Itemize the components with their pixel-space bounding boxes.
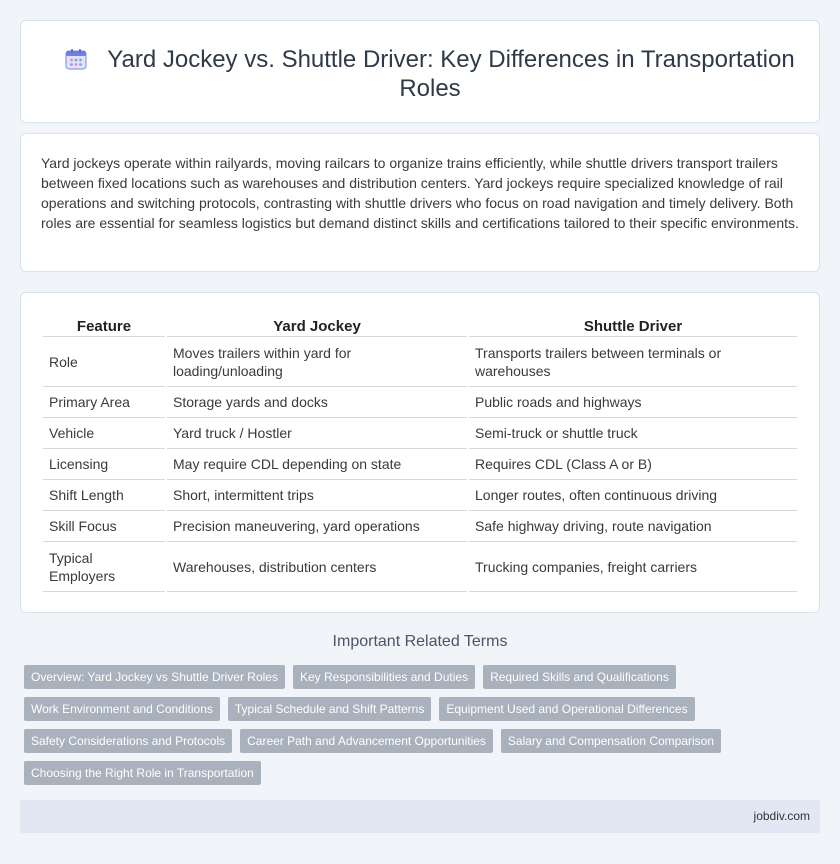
summary-paragraph: Yard jockeys operate within railyards, moving railcars to organize trains efficiently, while shuttle drivers transport trailers between fixed locations such as warehouses and distribution centers. Yard jockeys require specialized knowledge of rail operations and switching protocols, contrasting with shuttle drivers who focus on road navigation and timely delivery. Both roles are essential for seamless logistics but demand distinct skills and certifications tailored to their specific environments. xyxy=(41,155,799,231)
table-cell-shuttle-driver: Requires CDL (Class A or B) xyxy=(469,449,797,480)
table-cell-feature: Role xyxy=(43,337,165,387)
related-tags-row xyxy=(24,729,721,753)
related-tag[interactable]: Key Responsibilities and Duties xyxy=(293,665,475,689)
related-tag[interactable]: Work Environment and Conditions xyxy=(24,697,220,721)
summary-card xyxy=(20,133,820,272)
table-cell-yard-jockey: Warehouses, distribution centers xyxy=(167,542,467,592)
footer-site-link[interactable]: jobdiv.com xyxy=(753,809,810,823)
related-terms-title: Important Related Terms xyxy=(332,633,508,650)
related-tag[interactable]: Career Path and Advancement Opportunities xyxy=(240,729,493,753)
table-cell-yard-jockey: Short, intermittent trips xyxy=(167,480,467,511)
table-cell-feature: Vehicle xyxy=(43,418,165,449)
related-tag[interactable]: Choosing the Right Role in Transportation xyxy=(24,761,261,785)
table-cell-yard-jockey: May require CDL depending on state xyxy=(167,449,467,480)
table-row xyxy=(43,511,797,542)
table-cell-shuttle-driver: Public roads and highways xyxy=(469,387,797,418)
related-tag[interactable]: Typical Schedule and Shift Patterns xyxy=(228,697,431,721)
table-row xyxy=(43,337,797,387)
table-row xyxy=(43,449,797,480)
table-cell-yard-jockey: Yard truck / Hostler xyxy=(167,418,467,449)
header-shuttle-driver: Shuttle Driver xyxy=(469,313,797,337)
table-row xyxy=(43,418,797,449)
related-tags-row xyxy=(24,761,261,785)
header-yard-jockey: Yard Jockey xyxy=(167,313,467,337)
table-cell-feature: Skill Focus xyxy=(43,511,165,542)
table-row xyxy=(43,480,797,511)
related-tags-row xyxy=(24,697,695,721)
page-title-wrap xyxy=(61,45,799,103)
page-title: Yard Jockey vs. Shuttle Driver: Key Differences in Transportation Roles xyxy=(107,46,795,102)
table-header-row xyxy=(43,313,797,337)
table-cell-shuttle-driver: Safe highway driving, route navigation xyxy=(469,511,797,542)
table-row xyxy=(43,387,797,418)
comparison-table-card xyxy=(20,292,820,613)
table-cell-yard-jockey: Storage yards and docks xyxy=(167,387,467,418)
related-tag[interactable]: Safety Considerations and Protocols xyxy=(24,729,232,753)
table-cell-shuttle-driver: Transports trailers between terminals or warehouses xyxy=(469,337,797,387)
header-feature: Feature xyxy=(43,313,165,337)
table-cell-feature: Primary Area xyxy=(43,387,165,418)
table-cell-shuttle-driver: Longer routes, often continuous driving xyxy=(469,480,797,511)
table-cell-shuttle-driver: Semi-truck or shuttle truck xyxy=(469,418,797,449)
table-cell-yard-jockey: Moves trailers within yard for loading/unloading xyxy=(167,337,467,387)
table-cell-feature: Shift Length xyxy=(43,480,165,511)
table-cell-feature: Licensing xyxy=(43,449,165,480)
related-tag[interactable]: Required Skills and Qualifications xyxy=(483,665,676,689)
related-tag[interactable]: Salary and Compensation Comparison xyxy=(501,729,721,753)
calendar-icon xyxy=(65,48,87,70)
table-row xyxy=(43,542,797,592)
table-cell-shuttle-driver: Trucking companies, freight carriers xyxy=(469,542,797,592)
related-tag[interactable]: Overview: Yard Jockey vs Shuttle Driver Roles xyxy=(24,665,285,689)
comparison-table xyxy=(41,313,799,592)
table-cell-feature: Typical Employers xyxy=(43,542,165,592)
related-tag[interactable]: Equipment Used and Operational Differences xyxy=(439,697,694,721)
footer-bar xyxy=(20,800,820,833)
table-cell-yard-jockey: Precision maneuvering, yard operations xyxy=(167,511,467,542)
header-card xyxy=(20,20,820,123)
related-tags-row xyxy=(24,665,676,689)
